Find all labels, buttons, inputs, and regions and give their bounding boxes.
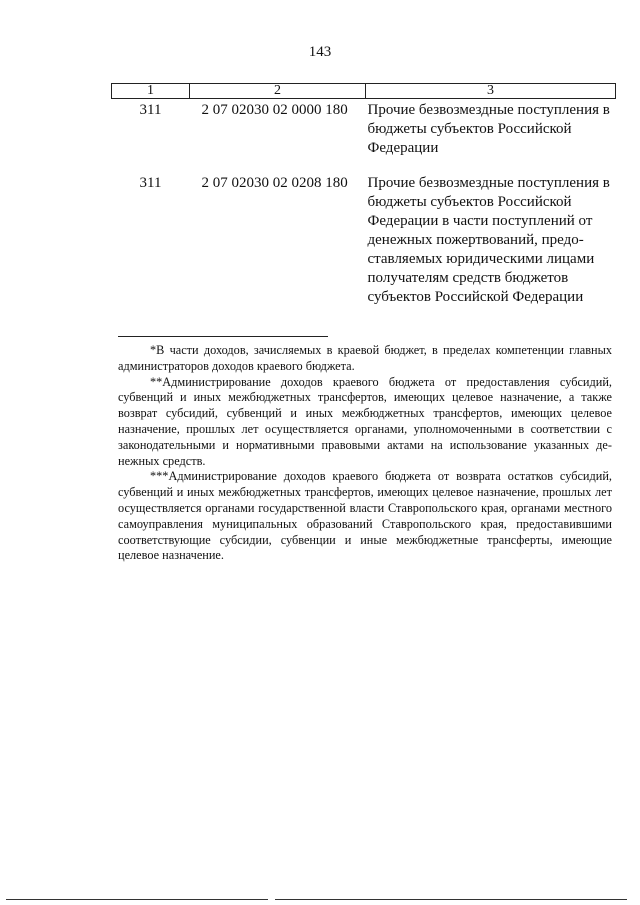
admin-code-cell: 311 <box>139 102 162 118</box>
bottom-edge-line-right <box>275 899 627 900</box>
income-table <box>111 83 616 307</box>
footnotes <box>118 343 612 564</box>
footnote-2: **Администрирование доходов краевого бюджета от предоставления субсидий, субвенций и иных межбюджетных трансфертов, имеющих целевое назначение, а также возврат субсидий, субвенций и иных межбюджетных трансфертов, имеющих целевое назначение, прошлых лет осуществляется органами, уполномоченными в соответствии с законодательными и нормативными правовыми актами на использование указанных денежных средств. <box>118 374 612 468</box>
bottom-edge-line-left <box>6 899 268 900</box>
kbk-code-cell: 2 07 02030 02 0208 180 <box>201 175 348 191</box>
footnote-3: ***Администрирование доходов краевого бюджета от возврата остатков субсидий, субвенций и иных межбюджетных трансфертов, имеющих целевое назначение, прошлых лет осуществляется органами государственной власти Ставропольского края, органами местного самоуправления муниципальных образований Ставропольского края, предоставившими соответствующие субсидии, субвенции и иные межбюджетные трансферты, имеющие целевое назначение. <box>118 469 612 563</box>
table-row <box>112 99 616 175</box>
column-header-2: 2 <box>190 84 366 99</box>
admin-code-cell: 311 <box>139 175 162 191</box>
table-header-row <box>112 84 616 99</box>
column-header-3: 3 <box>366 84 616 99</box>
kbk-code-cell: 2 07 02030 02 0000 180 <box>201 102 348 118</box>
footnote-separator <box>118 336 328 337</box>
column-header-1: 1 <box>112 84 190 99</box>
page-number: 143 <box>308 44 332 60</box>
income-name-cell: Прочие безвозмездные поступления в бюджеты субъектов Российской Федерации в части поступлений от денежных пожертвований, предоставляемых юридическими лицами получателям средств бюджетов субъектов Российской Федерации <box>367 175 610 305</box>
footnote-1: *В части доходов, зачисляемых в краевой бюджет, в пределах компетенции главных администраторов доходов краевого бюджета. <box>118 343 612 373</box>
income-name-cell: Прочие безвозмездные поступления в бюджеты субъектов Российской Федерации <box>367 102 610 156</box>
table-row <box>112 174 616 307</box>
